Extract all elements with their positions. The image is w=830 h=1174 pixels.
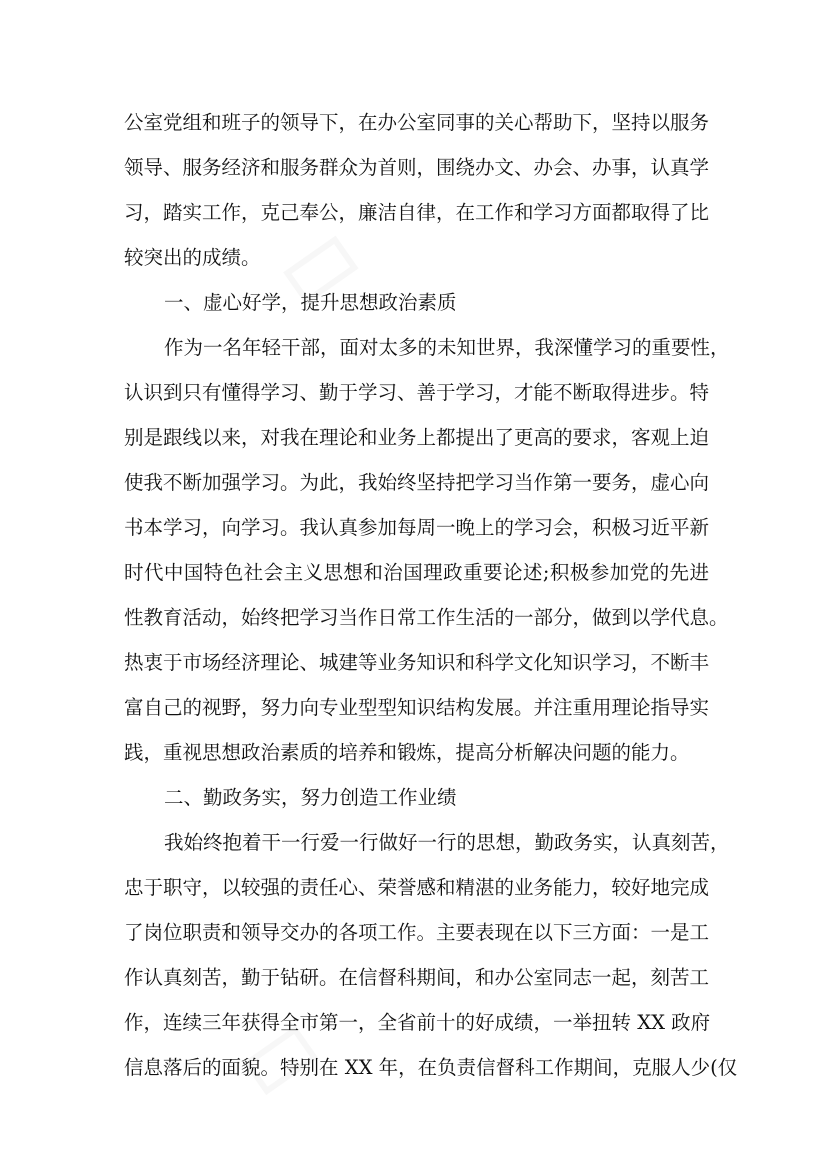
paragraph-line: 认识到只有懂得学习、勤于学习、善于学习，才能不断取得进步。特	[124, 381, 710, 404]
document-body	[124, 100, 738, 1090]
paragraph-line: 习，踏实工作，克己奉公，廉洁自律，在工作和学习方面都取得了比	[124, 201, 710, 224]
paragraph-line: 时代中国特色社会主义思想和治国理政重要论述;积极参加党的先进	[124, 561, 709, 584]
paragraph-line: 作为一名年轻干部，面对太多的未知世界，我深懂学习的重要性，	[164, 336, 730, 359]
paragraph-line: 了岗位职责和领导交办的各项工作。主要表现在以下三方面：一是工	[124, 921, 710, 944]
paragraph-line: 领导、服务经济和服务群众为首则，围绕办文、办会、办事，认真学	[124, 156, 710, 179]
paragraph-line: 作，连续三年获得全市第一，全省前十的好成绩，一举扭转 XX 政府	[124, 1011, 711, 1034]
paragraph-line: 我始终抱着干一行爱一行做好一行的思想，勤政务实，认真刻苦，	[164, 831, 730, 854]
paragraph-line: 作认真刻苦，勤于钻研。在信督科期间，和办公室同志一起，刻苦工	[124, 966, 710, 989]
paragraph-line: 信息落后的面貌。特别在 XX 年，在负责信督科工作期间，克服人少(仅	[124, 1056, 738, 1079]
section-heading-1: 一、虚心好学，提升思想政治素质	[164, 291, 457, 314]
paragraph-line: 忠于职守，以较强的责任心、荣誉感和精湛的业务能力，较好地完成	[124, 876, 710, 899]
paragraph-line: 富自己的视野，努力向专业型型知识结构发展。并注重用理论指导实	[124, 696, 710, 719]
paragraph-line: 公室党组和班子的领导下，在办公室同事的关心帮助下，坚持以服务	[124, 111, 710, 134]
paragraph-line: 热衷于市场经济理论、城建等业务知识和科学文化知识学习，不断丰	[124, 651, 710, 674]
paragraph-line: 践，重视思想政治素质的培养和锻炼，提高分析解决问题的能力。	[124, 741, 690, 764]
paragraph-line: 别是跟线以来，对我在理论和业务上都提出了更高的要求，客观上迫	[124, 426, 710, 449]
paragraph-line: 书本学习，向学习。我认真参加每周一晚上的学习会，积极习近平新	[124, 516, 710, 539]
paragraph-line: 较突出的成绩。	[124, 246, 261, 269]
paragraph-line: 性教育活动，始终把学习当作日常工作生活的一部分，做到以学代息。	[124, 606, 729, 629]
paragraph-line: 使我不断加强学习。为此，我始终坚持把学习当作第一要务，虚心向	[124, 471, 710, 494]
section-heading-2: 二、勤政务实，努力创造工作业绩	[164, 786, 457, 809]
